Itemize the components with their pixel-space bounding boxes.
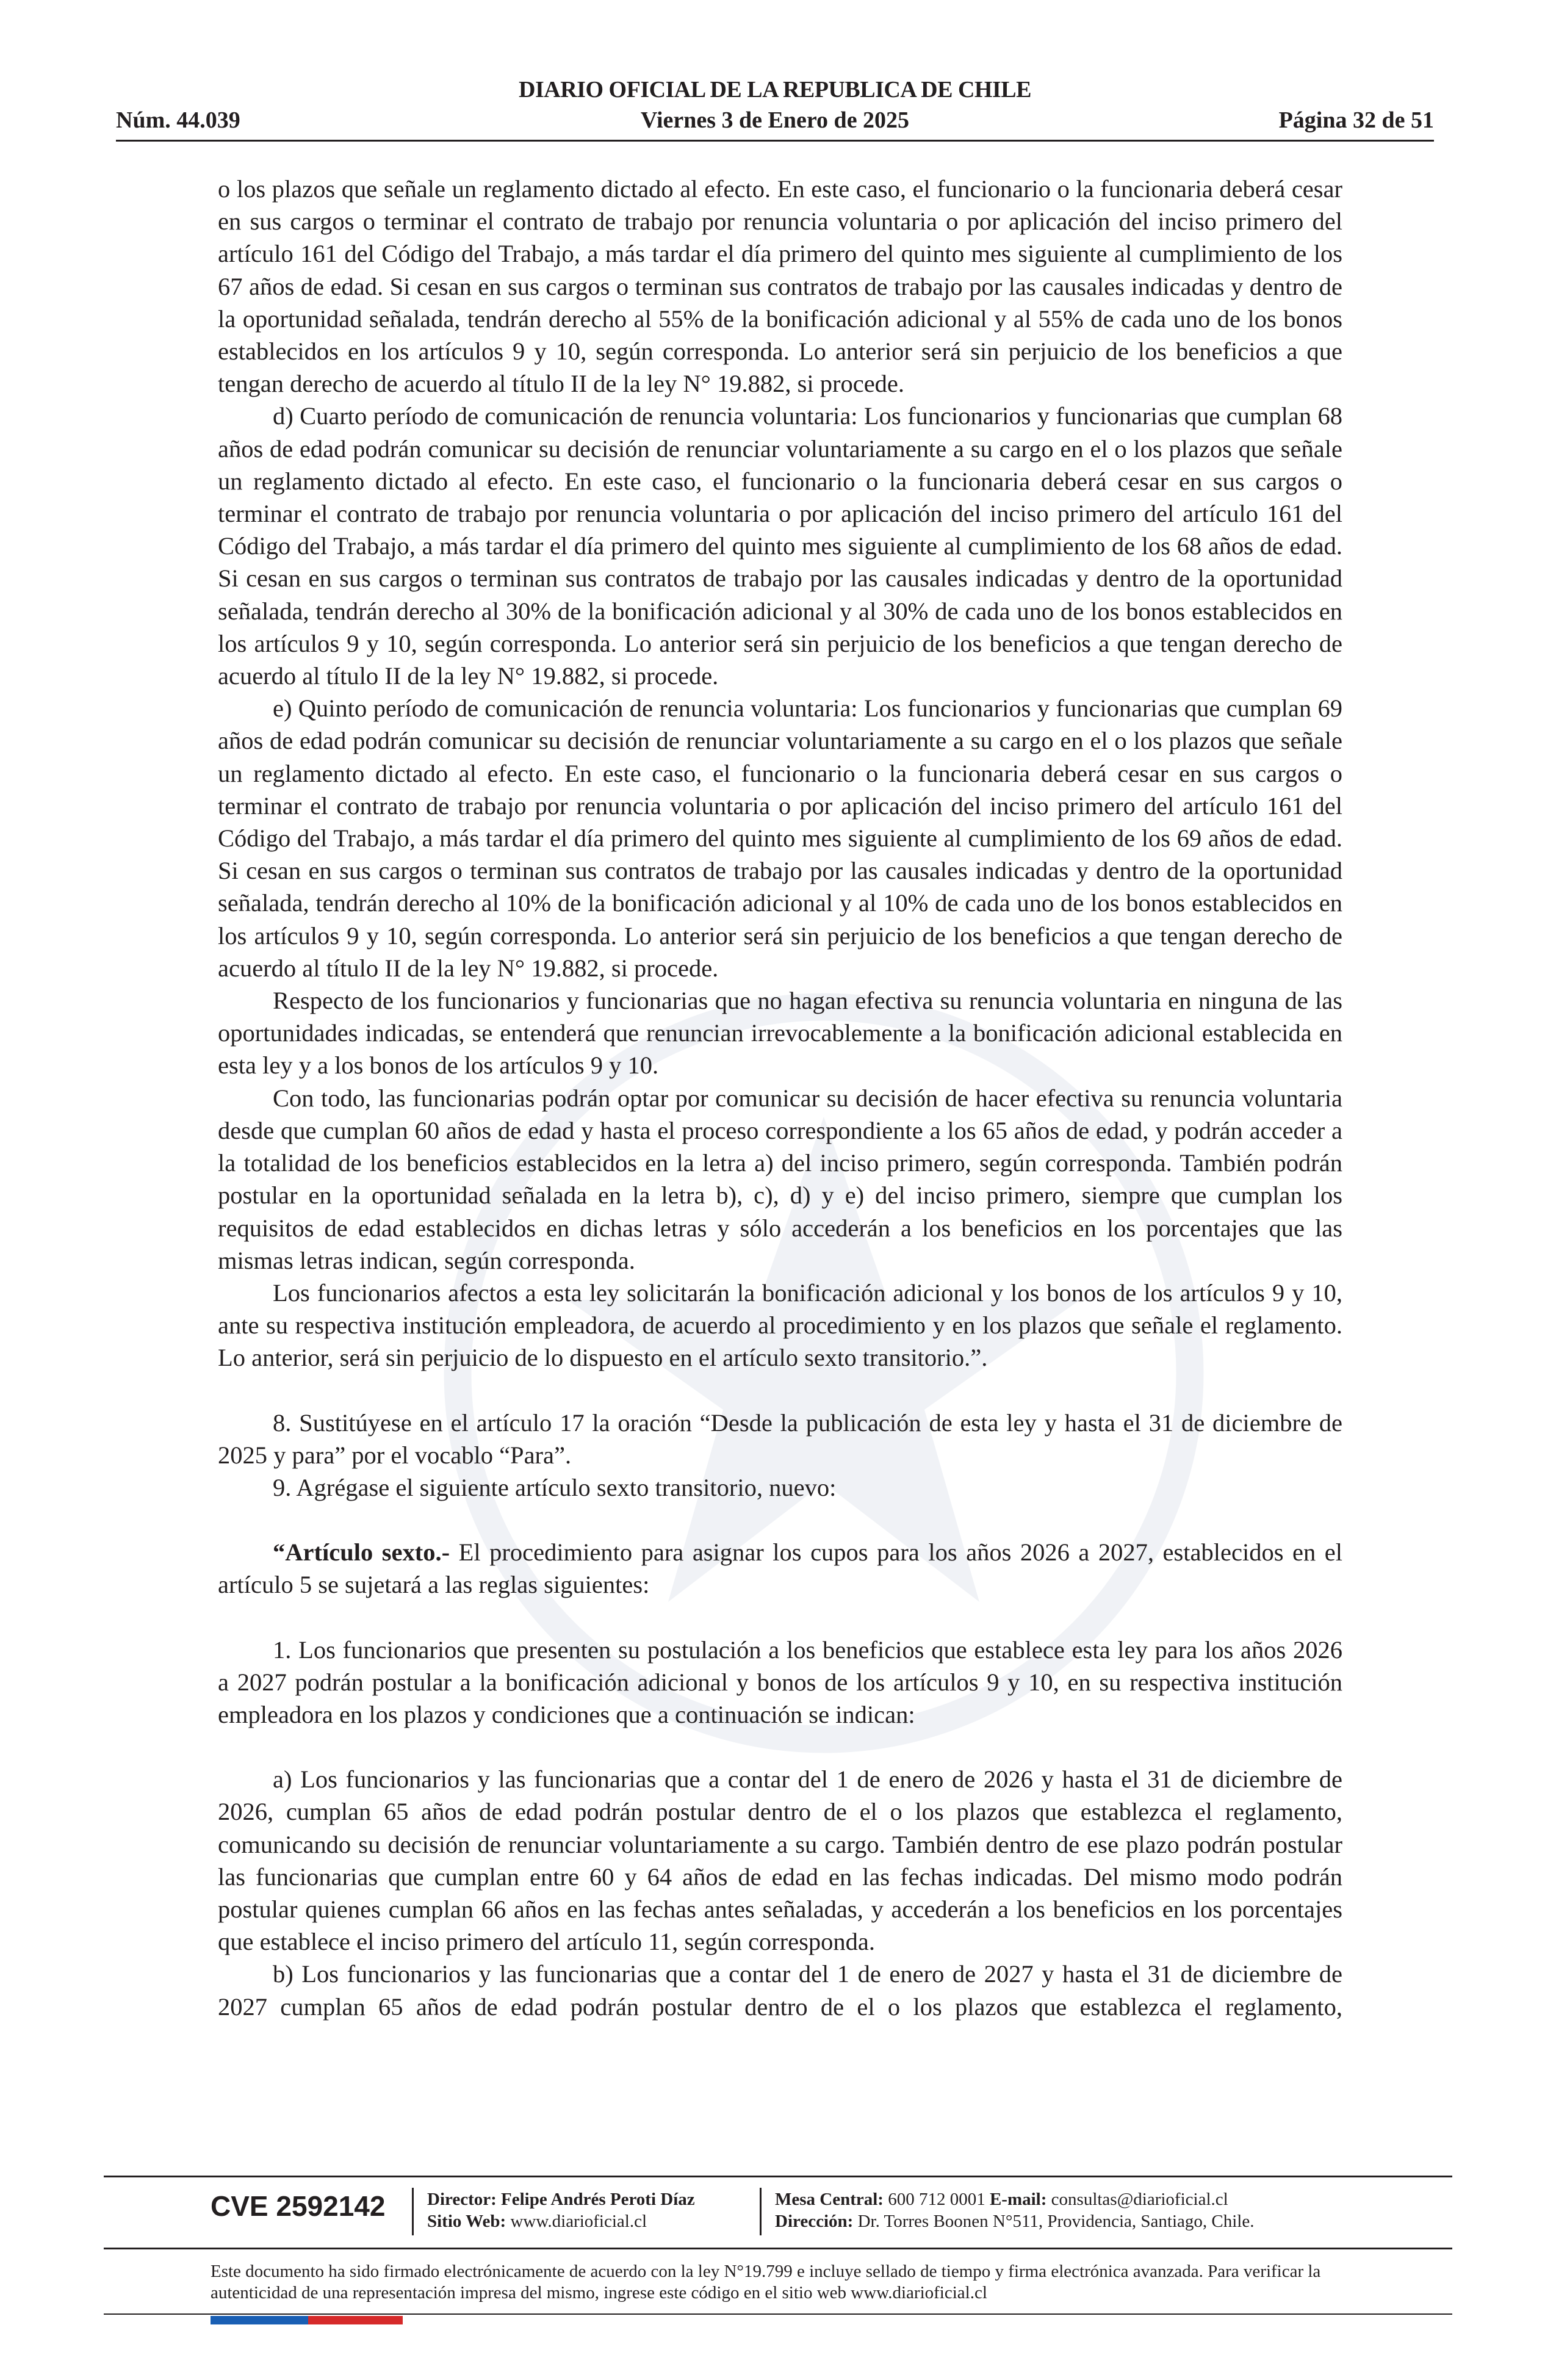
footer-divider-middle: [104, 2248, 1452, 2249]
header-divider: [116, 140, 1434, 142]
article-paragraph: [218, 1536, 1342, 1601]
footer-divider-top: [104, 2176, 1452, 2177]
paragraph: 8. Sustitúyese en el artículo 17 la oración “Desde la publicación de esta ley y hasta el 31 de diciembre de 2025 y para” por el vocablo “Para”.: [218, 1408, 1342, 1469]
email-link[interactable]: consultas@diarioficial.cl: [1051, 2190, 1228, 2209]
footer-separator: [412, 2188, 414, 2235]
director-name: Felipe Andrés Peroti Díaz: [501, 2190, 695, 2209]
paragraph: a) Los funcionarios y las funcionarias que a contar del 1 de enero de 2026 y hasta el 31 de diciembre de 2026, cumplan 65 años de edad podrán postular dentro de el o los plazos que establezca el reglamento, comunicando su decisión de renunciar voluntariamente a su cargo. También dentro de ese plazo podrán postular las funcionarias que cumplan entre 60 y 64 años de edad en las fechas indicadas. Del mismo modo podrán postular quienes cumplan 66 años en las fechas antes señaladas, y accederán a los beneficios en los porcentajes que establece el inciso primero del artículo 11, según corresponda.: [218, 1765, 1342, 1956]
document-body: [218, 173, 1342, 2023]
article-text: El procedimiento para asignar los cupos para los años 2026 a 2027, establecidos en el artículo 5 se sujetará a las reglas siguientes:: [218, 1538, 1343, 1599]
paragraph: Con todo, las funcionarias podrán optar por comunicar su decisión de hacer efectiva su renuncia voluntaria desde que cumplan 60 años de edad y hasta el proceso correspondiente a los 65 años de edad, y podrán acceder a la totalidad de los beneficios establecidos en la letra a) del inciso primero, según corresponda. También podrán postular en la oportunidad señalada en la letra b), c), d) y e) del inciso primero, siempre que cumplan los requisitos de edad establecidos en dichas letras y sólo accederán a los beneficios en los porcentajes que las mismas letras indican, según corresponda.: [218, 1084, 1342, 1274]
paragraph: Respecto de los funcionarios y funcionarias que no hagan efectiva su renuncia voluntaria en ninguna de las oportunidades indicadas, se entenderá que renuncian irrevocablemente a la bonificación adicional establecida en esta ley y a los bonos de los artículos 9 y 10.: [218, 987, 1342, 1080]
paragraph: o los plazos que señale un reglamento dictado al efecto. En este caso, el funcionario o la funcionaria deberá cesar en sus cargos o terminar el contrato de trabajo por renuncia voluntaria o por aplicación del inciso primero del artículo 161 del Código del Trabajo, a más tardar el día primero del quinto mes siguiente al cumplimiento de los 67 años de edad. Si cesan en sus cargos o terminan sus contratos de trabajo por las causales indicadas y dentro de la oportunidad señalada, tendrán derecho al 55% de la bonificación adicional y al 55% de cada uno de los bonos establecidos en los artículos 9 y 10, según corresponda. Lo anterior será sin perjuicio de los beneficios a que tengan derecho de acuerdo al título II de la ley N° 19.882, si procede.: [218, 175, 1342, 398]
signature-note: Este documento ha sido firmado electrónicamente de acuerdo con la ley N°19.799 e incluye sellado de tiempo y firma electrónica avanzada. Para verificar la autenticidad de una representación impresa del mismo, ingrese este código en el sitio web www.diarioficial.cl: [211, 2262, 1321, 2302]
paragraph: Los funcionarios afectos a esta ley solicitarán la bonificación adicional y los bonos de los artículos 9 y 10, ante su respectiva institución empleadora, de acuerdo al procedimiento y en los plazos que señale el reglamento. Lo anterior, será sin perjuicio de lo dispuesto en el artículo sexto transitorio.”.: [218, 1278, 1342, 1372]
website-link[interactable]: www.diarioficial.cl: [510, 2212, 647, 2231]
issue-date: Viernes 3 de Enero de 2025: [640, 107, 910, 133]
paragraph: 1. Los funcionarios que presenten su postulación a los beneficios que establece esta ley para los años 2026 a 2027 podrán postular a la bonificación adicional y bonos de los artículos 9 y 10, en su respectiva institución empleadora en los plazos y condiciones que a continuación se indican:: [218, 1635, 1342, 1728]
paragraph: b) Los funcionarios y las funcionarias que a contar del 1 de enero de 2027 y hasta el 31 de diciembre de 2027 cumplan 65 años de edad podrán postular dentro de el o los plazos que establezca el reglamento,: [218, 1960, 1342, 2021]
address: Dr. Torres Boonen N°511, Providencia, Santiago, Chile.: [857, 2212, 1255, 2231]
phone-number: 600 712 0001: [888, 2190, 985, 2209]
paragraph: e) Quinto período de comunicación de renuncia voluntaria: Los funcionarios y funcionarias que cumplan 69 años de edad podrán comunicar su decisión de renunciar voluntariamente a su cargo en el o los plazos que señale un reglamento dictado al efecto. En este caso, el funcionario o la funcionaria deberá cesar en sus cargos o terminar el contrato de trabajo por renuncia voluntaria o por aplicación del inciso primero del artículo 161 del Código del Trabajo, a más tardar el día primero del quinto mes siguiente al cumplimiento de los 69 años de edad. Si cesan en sus cargos o terminan sus contratos de trabajo por las causales indicadas y dentro de la oportunidad señalada, tendrán derecho al 10% de la bonificación adicional y al 10% de cada uno de los bonos establecidos en los artículos 9 y 10, según corresponda. Lo anterior será sin perjuicio de los beneficios a que tengan derecho de acuerdo al título II de la ley N° 19.882, si procede.: [218, 694, 1342, 982]
issue-number: Núm. 44.039: [116, 107, 240, 133]
paragraph: 9. Agrégase el siguiente artículo sexto transitorio, nuevo:: [273, 1473, 837, 1501]
article-heading: “Artículo sexto.-: [273, 1538, 450, 1567]
flag-stripe-blue: [211, 2316, 308, 2324]
publication-title: DIARIO OFICIAL DE LA REPUBLICA DE CHILE: [519, 77, 1031, 103]
footer-divider-bottom: [104, 2313, 1452, 2315]
paragraph: d) Cuarto período de comunicación de renuncia voluntaria: Los funcionarios y funcionarias que cumplan 68 años de edad podrán comunicar su decisión de renunciar voluntariamente a su cargo en el o los plazos que señale un reglamento dictado al efecto. En este caso, el funcionario o la funcionaria deberá cesar en sus cargos o terminar el contrato de trabajo por renuncia voluntaria o por aplicación del inciso primero del artículo 161 del Código del Trabajo, a más tardar el día primero del quinto mes siguiente al cumplimiento de los 68 años de edad. Si cesan en sus cargos o terminan sus contratos de trabajo por las causales indicadas y dentro de la oportunidad señalada, tendrán derecho al 30% de la bonificación adicional y al 30% de cada uno de los bonos establecidos en los artículos 9 y 10, según corresponda. Lo anterior será sin perjuicio de los beneficios a que tengan derecho de acuerdo al título II de la ley N° 19.882, si procede.: [218, 402, 1342, 690]
flag-stripe-red: [308, 2316, 403, 2324]
footer-contact-block: Mesa Central: 600 712 0001 E-mail: consultas@diarioficial.cl Dirección: Dr. Torres Boonen N°511, Providencia, Santiago, Chile.: [775, 2190, 1255, 2231]
footer-director-block: Director: Felipe Andrés Peroti Díaz Sitio Web: www.diarioficial.cl: [427, 2190, 695, 2231]
cve-code: CVE 2592142: [211, 2190, 386, 2222]
page-header: [116, 76, 1434, 143]
footer-separator: [760, 2188, 762, 2235]
page-number: Página 32 de 51: [1278, 107, 1434, 133]
